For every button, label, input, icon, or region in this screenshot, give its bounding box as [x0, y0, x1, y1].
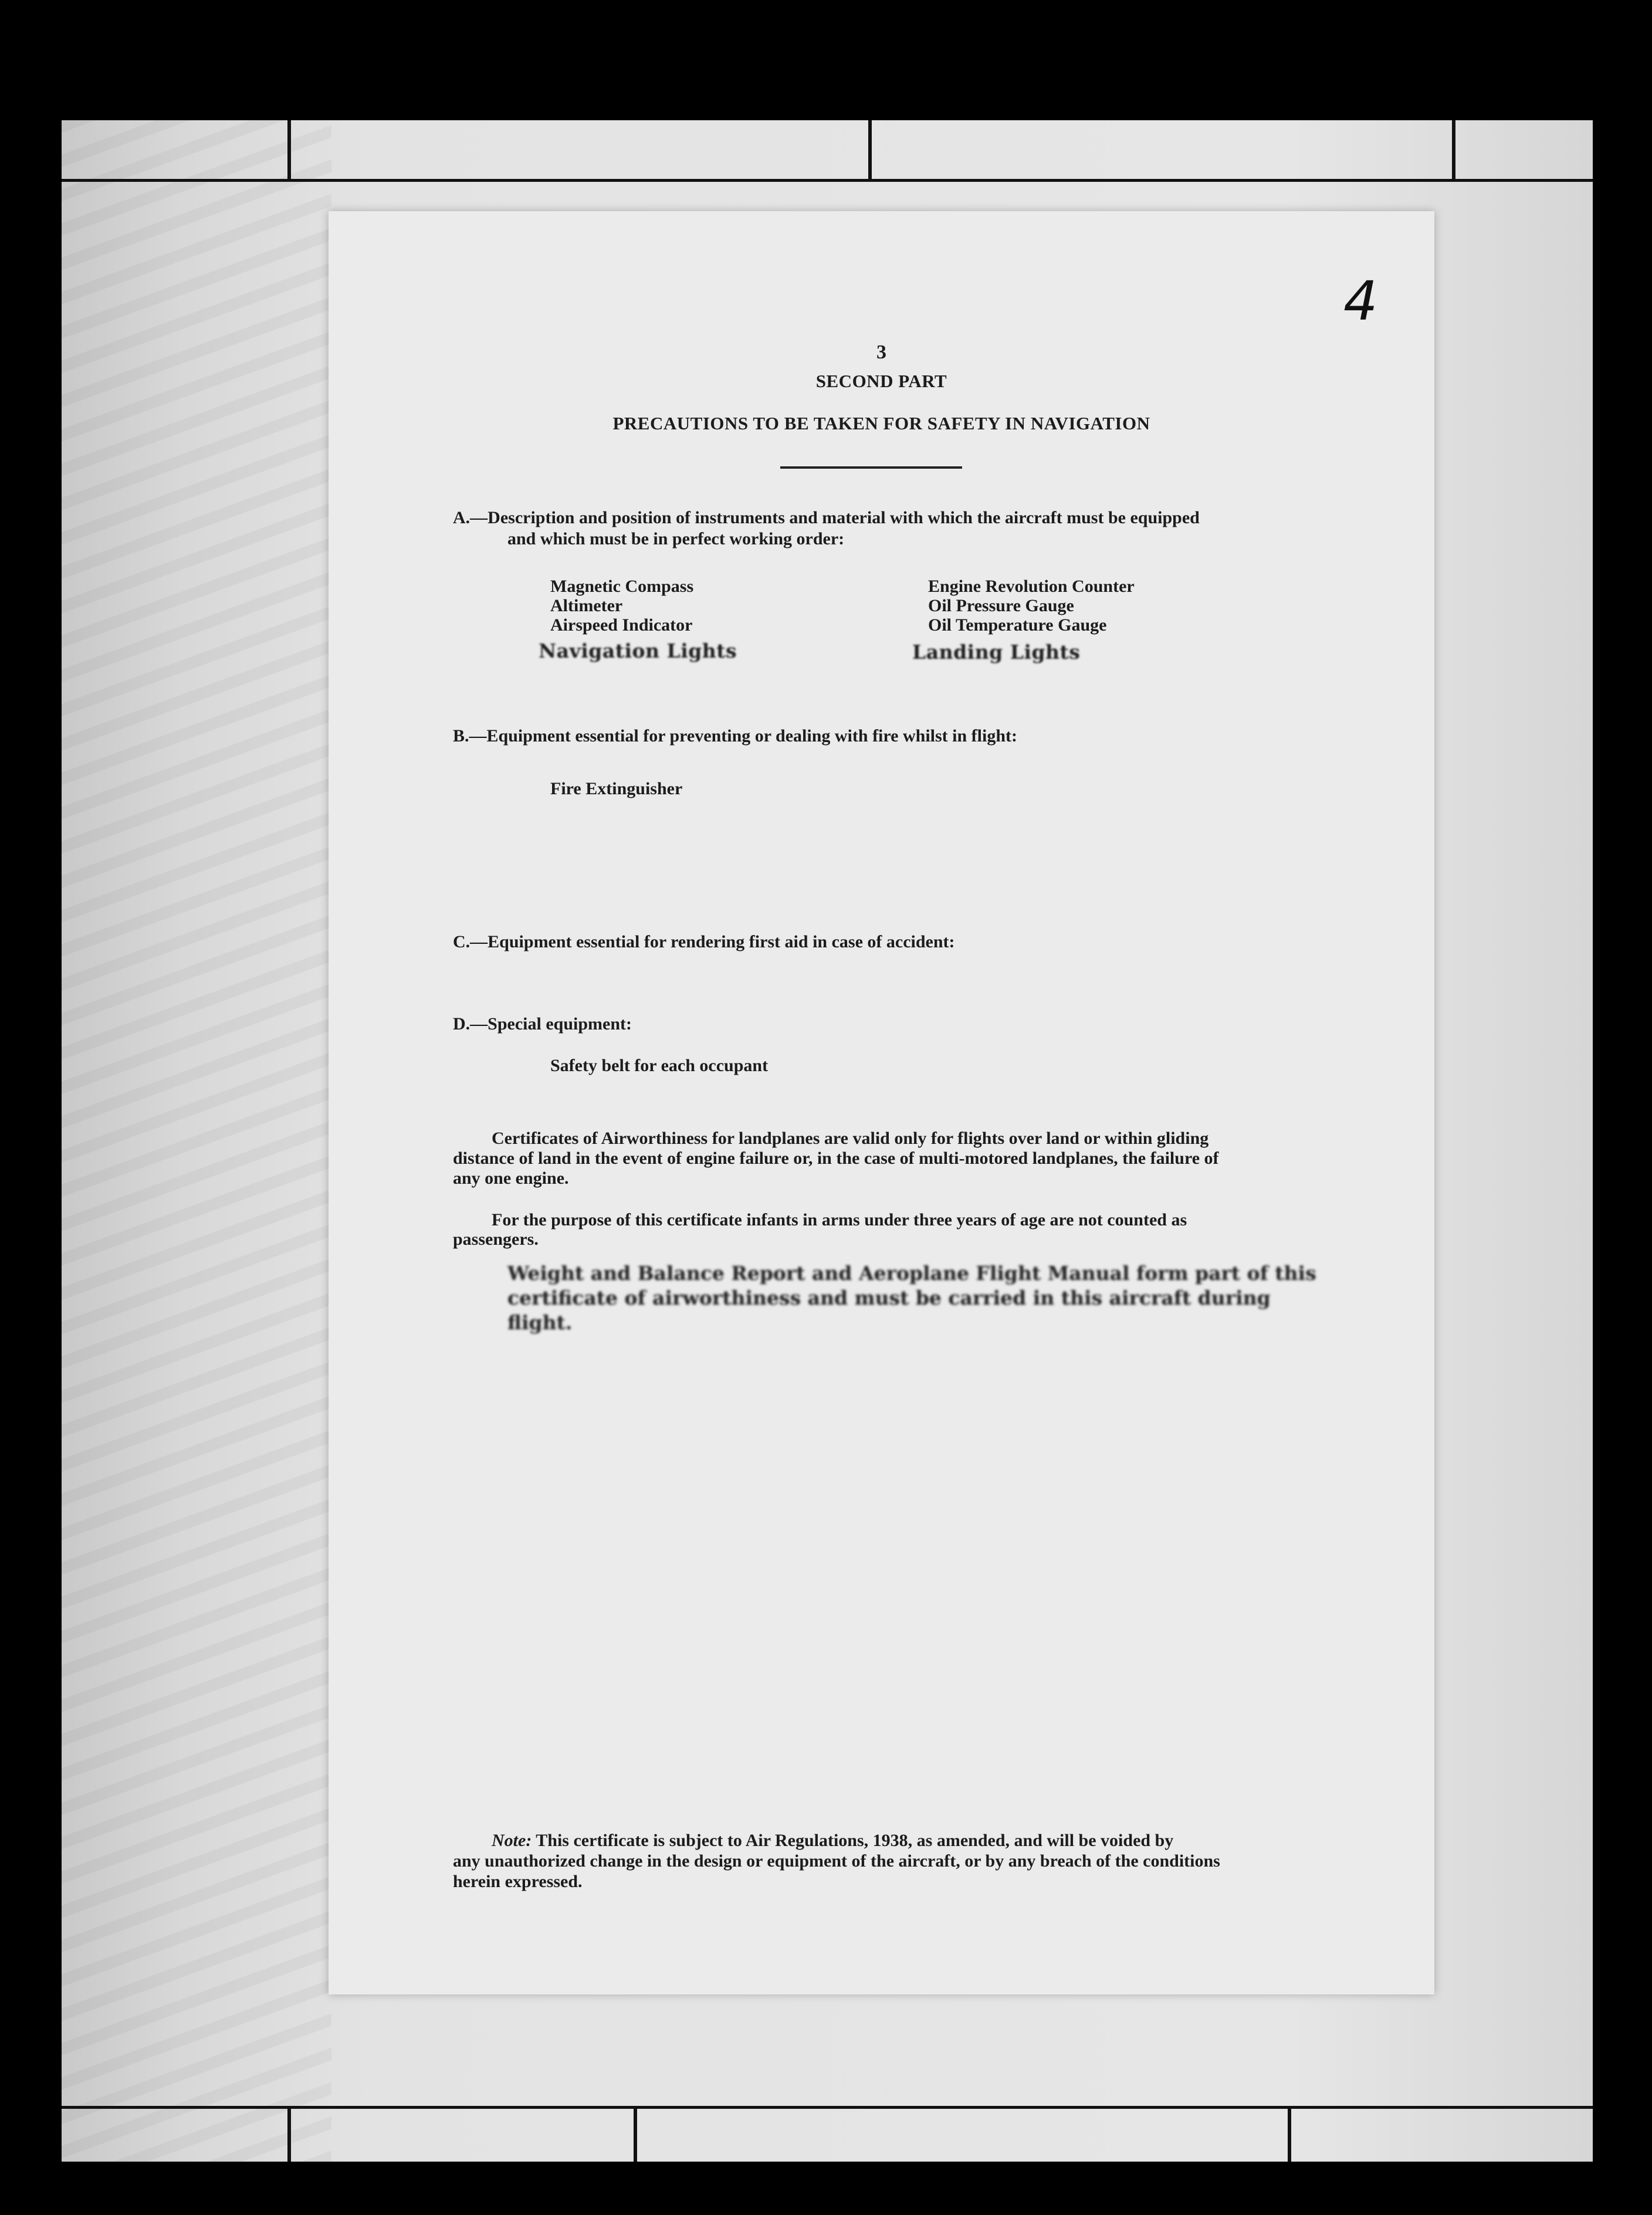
frame-top-divider-1 — [287, 120, 291, 179]
airworthiness-paragraph-line: any one engine. — [453, 1169, 569, 1188]
infants-paragraph-line: For the purpose of this certificate infants in arms under three years of age are not counted as — [492, 1210, 1187, 1230]
instrument-item: Altimeter — [550, 596, 623, 615]
section-c-heading: C.—Equipment essential for rendering first aid in case of accident: — [453, 932, 955, 951]
note-text: This certificate is subject to Air Regulations, 1938, as amended, and will be voided by — [536, 1831, 1174, 1850]
airworthiness-paragraph-line: distance of land in the event of engine failure or, in the case of multi-motored landplanes, the failure of — [453, 1149, 1219, 1168]
part-title: SECOND PART — [815, 371, 947, 391]
frame-bottom-divider-1 — [287, 2106, 291, 2162]
document-page — [329, 211, 1434, 1994]
frame-bottom-divider-3 — [1288, 2106, 1291, 2162]
navigation-lights-stamp: Navigation Lights — [539, 639, 737, 662]
weight-balance-stamp-line: certificate of airworthiness and must be carried in this aircraft during — [507, 1286, 1271, 1309]
frame-top-divider-3 — [1452, 120, 1455, 179]
infants-paragraph-line: passengers. — [453, 1230, 539, 1249]
final-note-line: any unauthorized change in the design or equipment of the aircraft, or by any breach of the conditions — [453, 1851, 1220, 1871]
final-note-line: herein expressed. — [453, 1872, 583, 1891]
instrument-item: Magnetic Compass — [550, 577, 694, 596]
airworthiness-paragraph-line: Certificates of Airworthiness for landplanes are valid only for flights over land or within gliding — [492, 1129, 1209, 1148]
fire-extinguisher-item: Fire Extinguisher — [550, 779, 683, 798]
title-divider — [780, 466, 962, 469]
landing-lights-stamp: Landing Lights — [912, 641, 1081, 663]
weight-balance-stamp-line: flight. — [507, 1311, 573, 1334]
page-number: 3 — [876, 341, 886, 363]
section-a-heading: A.—Description and position of instruments and material with which the aircraft must be equipped — [453, 508, 1200, 527]
instrument-item: Oil Temperature Gauge — [928, 615, 1107, 635]
section-title: PRECAUTIONS TO BE TAKEN FOR SAFETY IN NAVIGATION — [612, 413, 1150, 433]
safety-belt-item: Safety belt for each occupant — [550, 1056, 769, 1075]
frame-shadow-strip — [62, 120, 331, 2162]
instrument-item: Engine Revolution Counter — [928, 577, 1135, 596]
frame-top-divider-2 — [868, 120, 872, 179]
frame-bottom-rule — [62, 2106, 1593, 2109]
section-a-heading-cont: and which must be in perfect working order: — [507, 529, 845, 548]
note-label: Note: — [492, 1831, 532, 1850]
instrument-item: Oil Pressure Gauge — [928, 596, 1074, 615]
final-note-line — [492, 1830, 1173, 1851]
weight-balance-stamp-line: Weight and Balance Report and Aeroplane Flight Manual form part of this — [507, 1262, 1316, 1285]
frame-bottom-divider-2 — [634, 2106, 637, 2162]
frame-top-rule — [62, 179, 1593, 182]
section-b-heading: B.—Equipment essential for preventing or dealing with fire whilst in flight: — [453, 726, 1018, 746]
handwritten-page-mark: 4 — [1343, 270, 1378, 333]
instrument-item: Airspeed Indicator — [550, 615, 693, 635]
section-d-heading: D.—Special equipment: — [453, 1014, 632, 1034]
